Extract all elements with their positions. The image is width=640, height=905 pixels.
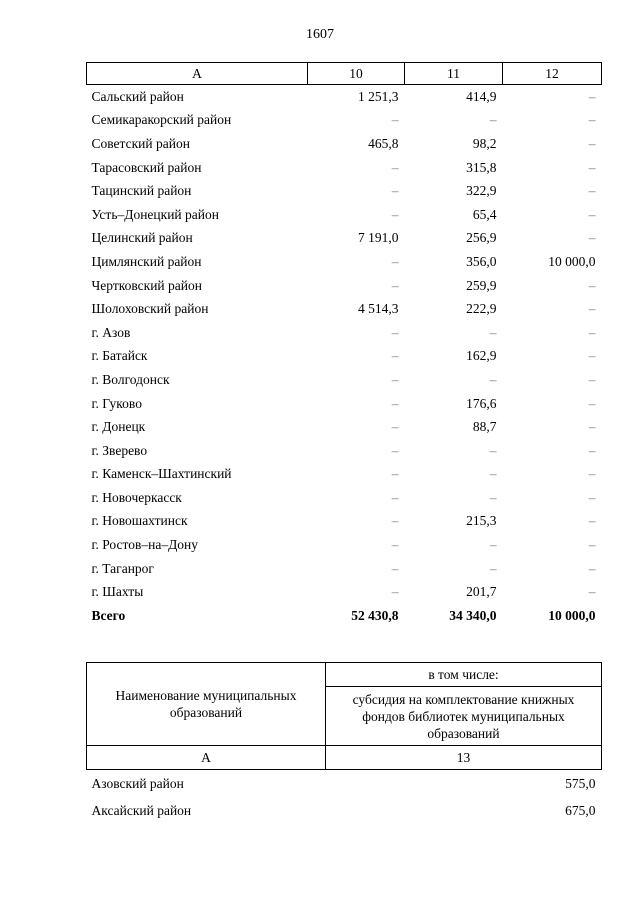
value-col-10: – [391,277,399,293]
municipality-name: г. Зверево [91,442,148,458]
value-col-11: 256,9 [466,230,497,246]
table-row [87,580,602,604]
col-header-11: 11 [405,63,503,85]
value-col-10: – [391,253,399,269]
municipality-name: Азовский район [91,775,184,791]
value-col-11: 162,9 [466,348,497,364]
table-row [87,486,602,510]
municipality-name: Тарасовский район [91,159,202,175]
col-header-a: А [87,746,326,770]
value-col-10: – [391,584,399,600]
municipality-name: Чертковский район [91,277,202,293]
value-col-11: 222,9 [466,301,497,317]
value-col-12: – [588,301,596,317]
value-col-11: – [489,324,497,340]
value-col-12: – [588,159,596,175]
value-col-10: – [391,159,399,175]
value-col-11: 98,2 [472,135,497,151]
value-col-12: – [588,584,596,600]
municipality-name: Советский район [91,135,190,151]
value-col-10: – [391,513,399,529]
municipality-name-header: Наименование муниципальных образований [87,663,326,746]
library-subsidy-table [86,662,602,824]
municipality-name: Усть–Донецкий район [91,206,219,222]
value-col-11: 176,6 [466,395,497,411]
value-col-12: – [588,395,596,411]
table-row [87,533,602,557]
value-col-11: – [489,442,497,458]
table-row [87,770,602,798]
municipality-name: г. Гуково [91,395,142,411]
value-col-12: 10 000,0 [548,253,596,269]
value-col-11: 322,9 [466,183,497,199]
value-col-12: – [588,183,596,199]
value-col-11: 65,4 [472,206,497,222]
municipality-name: Сальский район [91,88,184,104]
value-col-11: – [489,537,497,553]
value-col-12: – [588,466,596,482]
col-header-13: 13 [326,746,602,770]
value-col-12: – [588,206,596,222]
value-col-12: – [588,371,596,387]
table-body [87,85,602,628]
table-row [87,368,602,392]
value-col-10: – [391,442,399,458]
table-row [87,439,602,463]
value-col-11: – [489,112,497,128]
municipality-name: г. Азов [91,324,131,340]
municipality-name: г. Шахты [91,584,144,600]
value-col-12: – [588,419,596,435]
value-col-10: 4 514,3 [358,301,399,317]
value-col-10: – [391,206,399,222]
total-row [87,604,602,628]
value-col-10: 7 191,0 [358,230,399,246]
value-col-10: – [391,324,399,340]
library-subsidy-header: субсидия на комплектование книжных фондов библиотек муниципальных образований [326,687,602,746]
municipality-name: г. Донецк [91,419,146,435]
value-col-12: – [588,513,596,529]
value-col-11: 356,0 [466,253,497,269]
value-col-11: 88,7 [472,419,497,435]
table-row [87,132,602,156]
including-header: в том числе: [326,663,602,687]
table-row [87,203,602,227]
table-row [87,156,602,180]
municipality-name: г. Батайск [91,348,148,364]
col-header-a: А [87,63,308,85]
value-col-10: 1 251,3 [358,88,399,104]
municipality-name: г. Новошахтинск [91,513,188,529]
value-col-10: – [391,419,399,435]
value-col-13: 575,0 [565,775,596,791]
municipality-name: Целинский район [91,230,193,246]
table-body [87,770,602,825]
municipality-name: г. Каменск–Шахтинский [91,466,232,482]
value-col-11: – [489,489,497,505]
table-row [87,85,602,109]
value-col-12: 10 000,0 [548,607,596,623]
value-col-11: 215,3 [466,513,497,529]
value-col-12: – [588,442,596,458]
value-col-12: – [588,324,596,340]
value-col-11: 315,8 [466,159,497,175]
value-col-12: – [588,135,596,151]
col-header-12: 12 [503,63,602,85]
municipality-name: Семикаракорский район [91,112,232,128]
municipality-name: Тацинский район [91,183,192,199]
value-col-12: – [588,560,596,576]
value-col-12: – [588,348,596,364]
value-col-10: – [391,395,399,411]
table-row [87,557,602,581]
table-row [87,297,602,321]
table-row [87,345,602,369]
table-row [87,321,602,345]
value-col-11: 259,9 [466,277,497,293]
table-row [87,797,602,824]
value-col-10: – [391,371,399,387]
value-col-11: 34 340,0 [449,607,497,623]
value-col-10: – [391,537,399,553]
value-col-10: – [391,560,399,576]
value-col-11: 201,7 [466,584,497,600]
table-row [87,179,602,203]
municipality-name: г. Новочеркасск [91,489,182,505]
table-row [87,227,602,251]
municipality-name: г. Волгодонск [91,371,170,387]
table-row [87,109,602,133]
municipality-name: г. Ростов–на–Дону [91,537,199,553]
table-header-row [87,63,602,85]
municipality-name: Шолоховский район [91,301,209,317]
value-col-10: – [391,183,399,199]
table-row [87,463,602,487]
value-col-10: – [391,466,399,482]
value-col-11: – [489,371,497,387]
value-col-11: 414,9 [466,88,497,104]
value-col-12: – [588,88,596,104]
value-col-12: – [588,277,596,293]
value-col-12: – [588,230,596,246]
value-col-10: 465,8 [368,135,399,151]
page-number: 1607 [306,27,334,42]
table-row [87,415,602,439]
value-col-11: – [489,466,497,482]
value-col-12: – [588,489,596,505]
value-col-10: – [391,348,399,364]
value-col-10: – [391,489,399,505]
value-col-13: 675,0 [565,802,596,818]
value-col-10: 52 430,8 [351,607,399,623]
table-row [87,274,602,298]
col-header-10: 10 [308,63,405,85]
municipality-name: Всего [91,607,126,623]
subsidy-table-continued [86,62,602,628]
value-col-12: – [588,112,596,128]
table-row [87,250,602,274]
value-col-11: – [489,560,497,576]
municipality-name: Аксайский район [91,802,192,818]
municipality-name: Цимлянский район [91,253,202,269]
table-row [87,510,602,534]
value-col-12: – [588,537,596,553]
municipality-name: г. Таганрог [91,560,154,576]
value-col-10: – [391,112,399,128]
table-row [87,392,602,416]
